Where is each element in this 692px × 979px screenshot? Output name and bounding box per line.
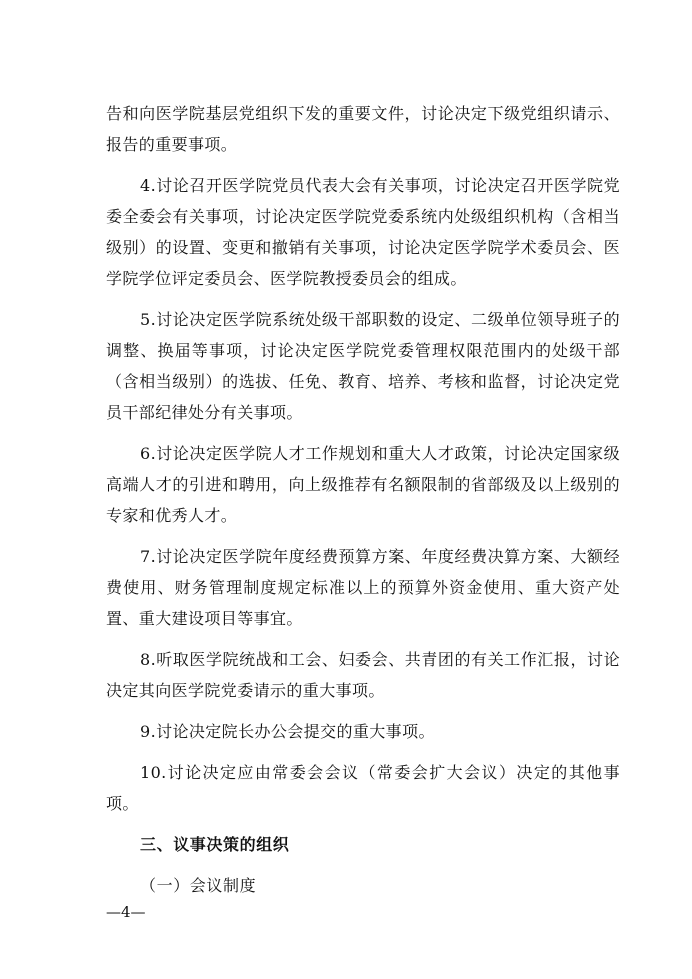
page-number: —4— <box>106 903 146 921</box>
document-body <box>106 98 620 901</box>
paragraph-item-8: 8.听取医学院统战和工会、妇委会、共青团的有关工作汇报，讨论决定其向医学院党委请示的重大事项。 <box>106 650 620 700</box>
paragraph-item-5: 5.讨论决定医学院系统处级干部职数的设定、二级单位领导班子的调整、换届等事项，讨论决定医学院党委管理权限范围内的处级干部（含相当级别）的选拔、任免、教育、培养、考核和监督，讨论决定党员干部纪律处分有关事项。 <box>106 310 620 422</box>
paragraph-item-9: 9.讨论决定院长办公会提交的重大事项。 <box>140 722 435 741</box>
paragraph-item-7: 7.讨论决定医学院年度经费预算方案、年度经费决算方案、大额经费使用、财务管理制度规定标准以上的预算外资金使用、重大资产处置、重大建设项目等事宜。 <box>106 547 620 628</box>
paragraph-item-10: 10.讨论决定应由常委会会议（常委会扩大会议）决定的其他事项。 <box>106 763 620 813</box>
paragraph-item-6: 6.讨论决定医学院人才工作规划和重大人才政策，讨论决定国家级高端人才的引进和聘用，向上级推荐有名额限制的省部级及以上级别的专家和优秀人才。 <box>106 444 620 525</box>
paragraph-continuation: 告和向医学院基层党组织下发的重要文件，讨论决定下级党组织请示、报告的重要事项。 <box>106 104 620 154</box>
section-heading: 三、议事决策的组织 <box>140 835 290 854</box>
paragraph-item-4: 4.讨论召开医学院党员代表大会有关事项，讨论决定召开医学院党委全委会有关事项，讨论决定医学院党委系统内处级组织机构（含相当级别）的设置、变更和撤销有关事项，讨论决定医学院学术委员会、医学院学位评定委员会、医学院教授委员会的组成。 <box>106 176 620 288</box>
subsection-heading: （一）会议制度 <box>140 876 257 895</box>
